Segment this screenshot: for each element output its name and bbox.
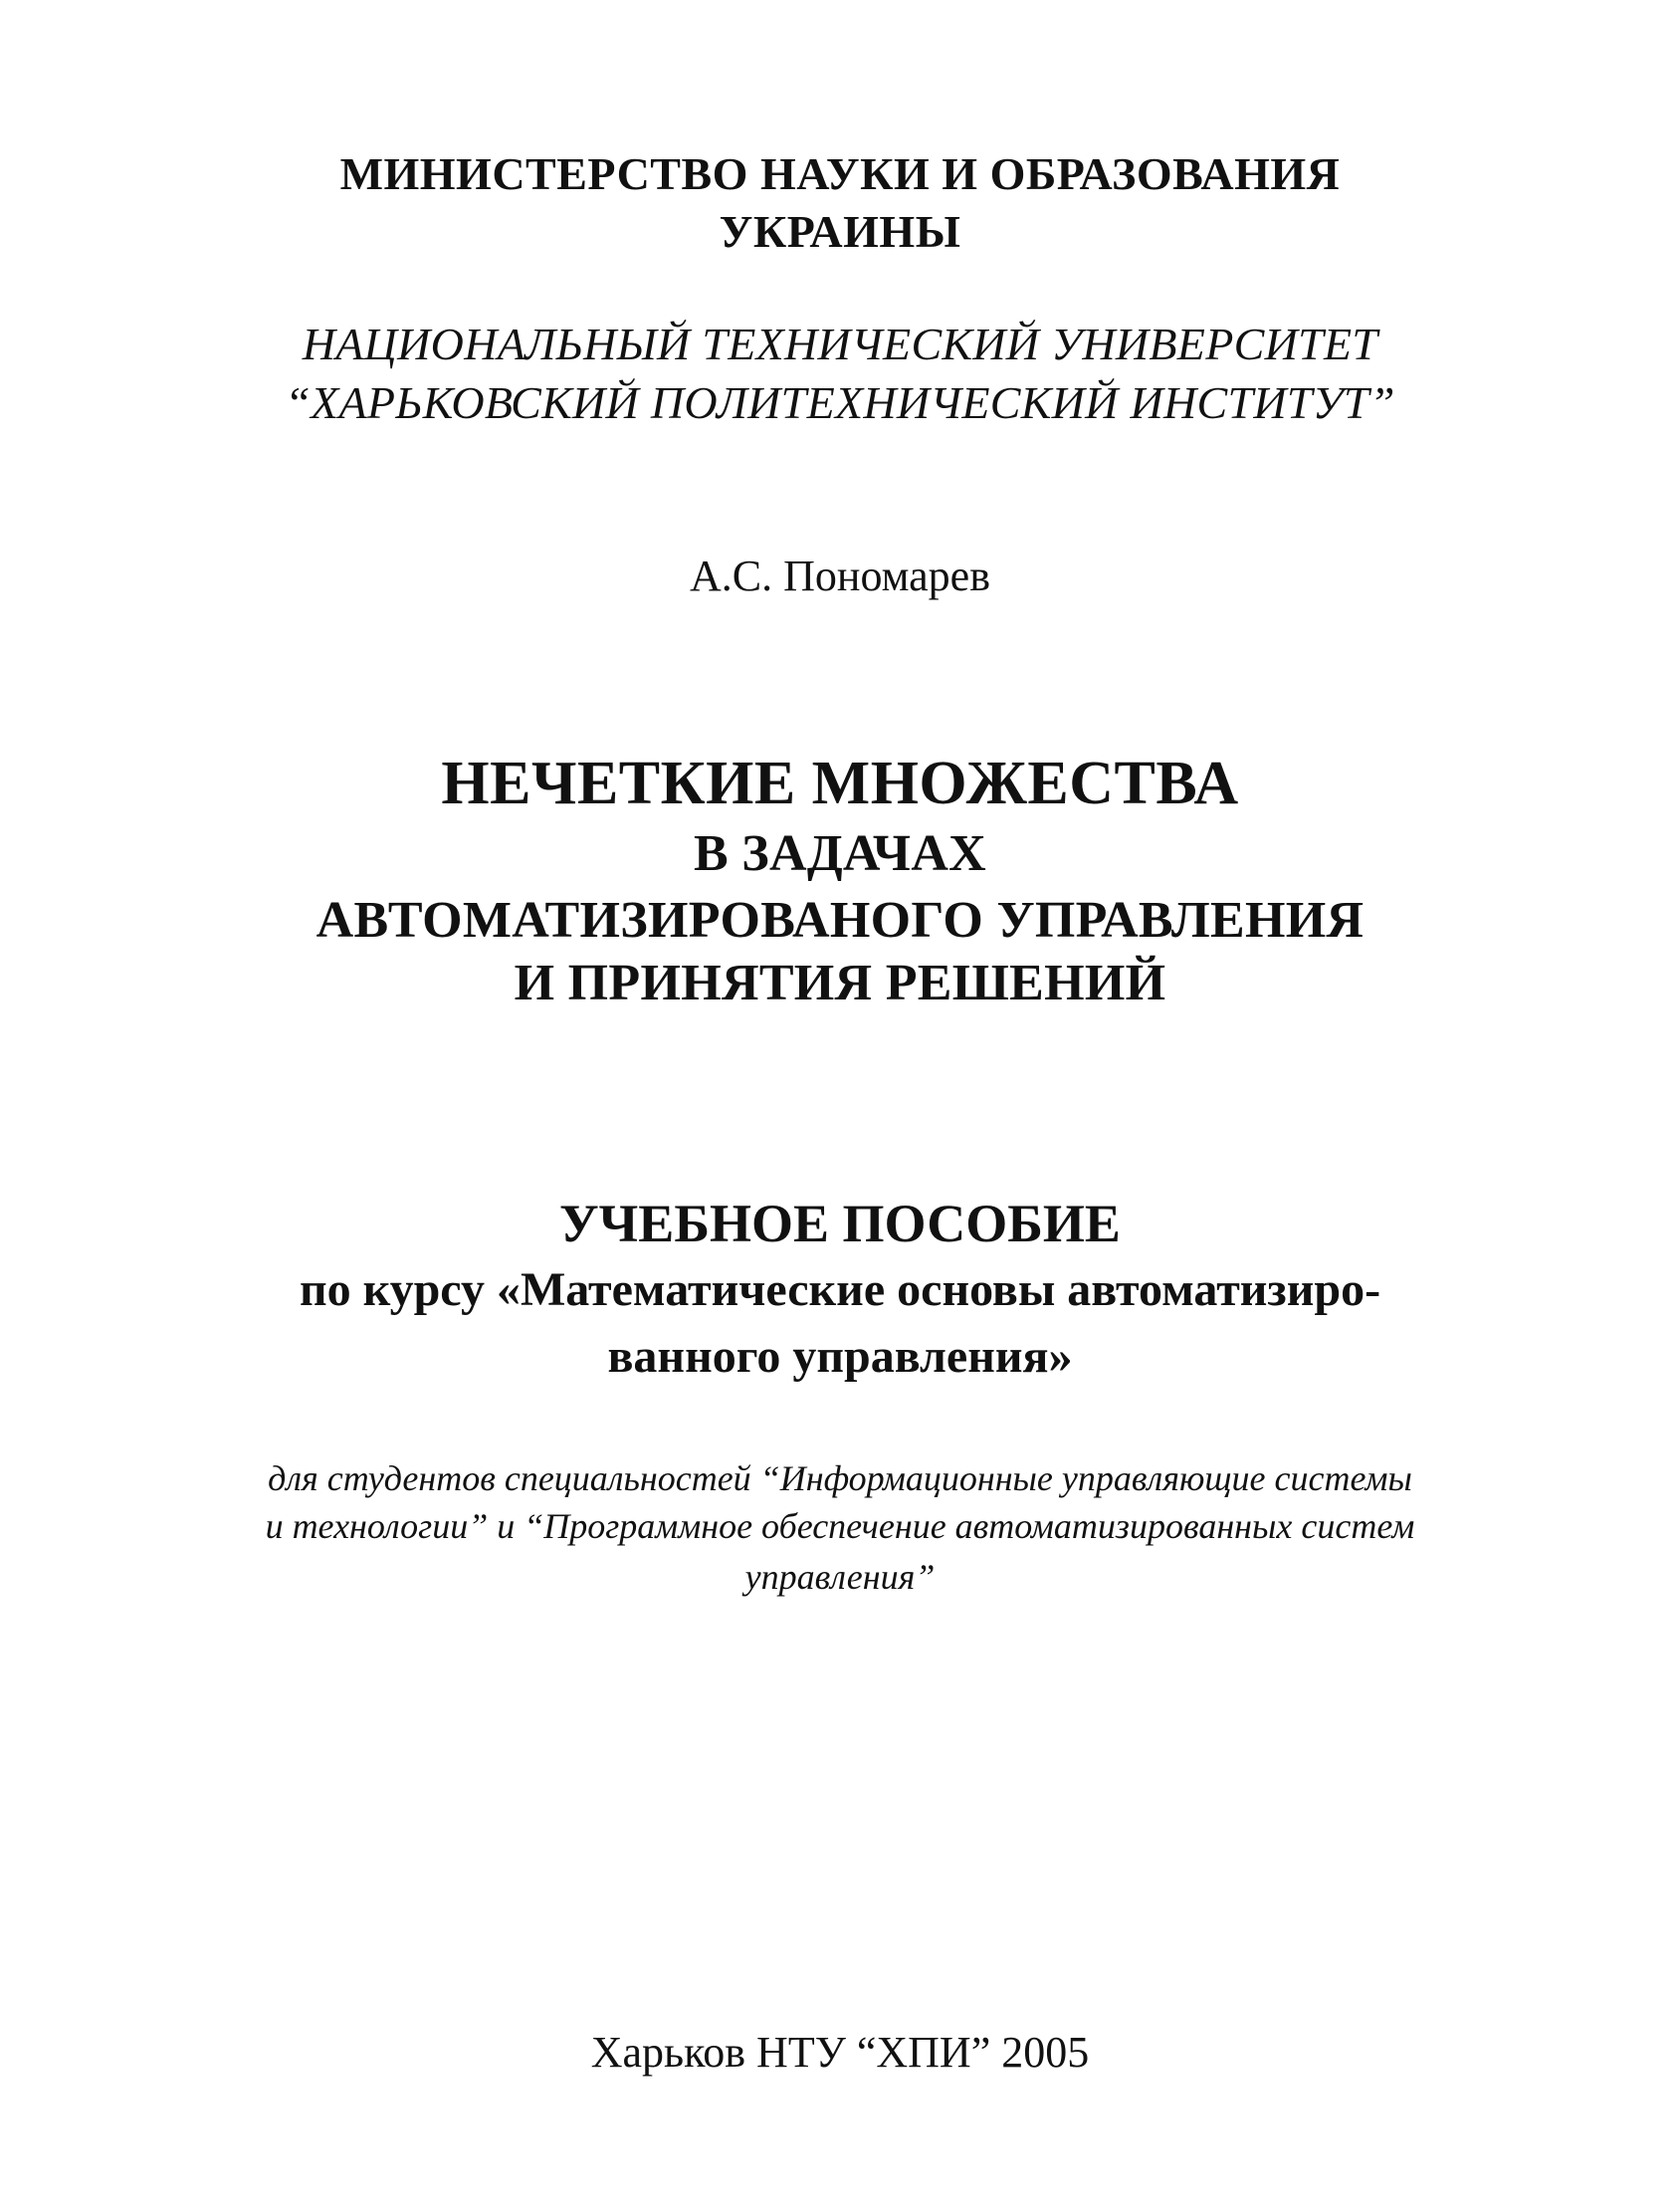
audience-line-3: управления” [744,1557,936,1597]
title-line-2: В ЗАДАЧАХ [693,825,987,882]
title-line-3: АВТОМАТИЗИРОВАНОГО УПРАВЛЕНИЯ [315,892,1365,949]
ministry-line-1: МИНИСТЕРСТВО НАУКИ И ОБРАЗОВАНИЯ [339,148,1341,199]
title-line-4: И ПРИНЯТИЯ РЕШЕНИЙ [514,955,1166,1011]
genre: УЧЕБНОЕ ПОСОБИЕ [559,1194,1121,1253]
title-line-1: НЕЧЕТКИЕ МНОЖЕСТВА [441,750,1239,817]
imprint: Харьков НТУ “ХПИ” 2005 [590,2028,1090,2077]
audience-line-2: и технологии” и “Программное обеспечение автоматизированных систем [265,1506,1415,1546]
ministry-line-2: УКРАИНЫ [719,206,961,257]
university-line-2: “ХАРЬКОВСКИЙ ПОЛИТЕХНИЧЕСКИЙ ИНСТИТУТ” [285,377,1395,428]
course-line-1: по курсу «Математические основы автоматизиро- [299,1263,1381,1316]
course-line-2: ванного управления» [607,1330,1073,1383]
university-line-1: НАЦИОНАЛЬНЫЙ ТЕХНИЧЕСКИЙ УНИВЕРСИТЕТ [302,319,1378,369]
audience-line-1: для студентов специальностей “Информационные управляющие системы [268,1458,1412,1498]
author: А.С. Пономарев [690,552,990,600]
